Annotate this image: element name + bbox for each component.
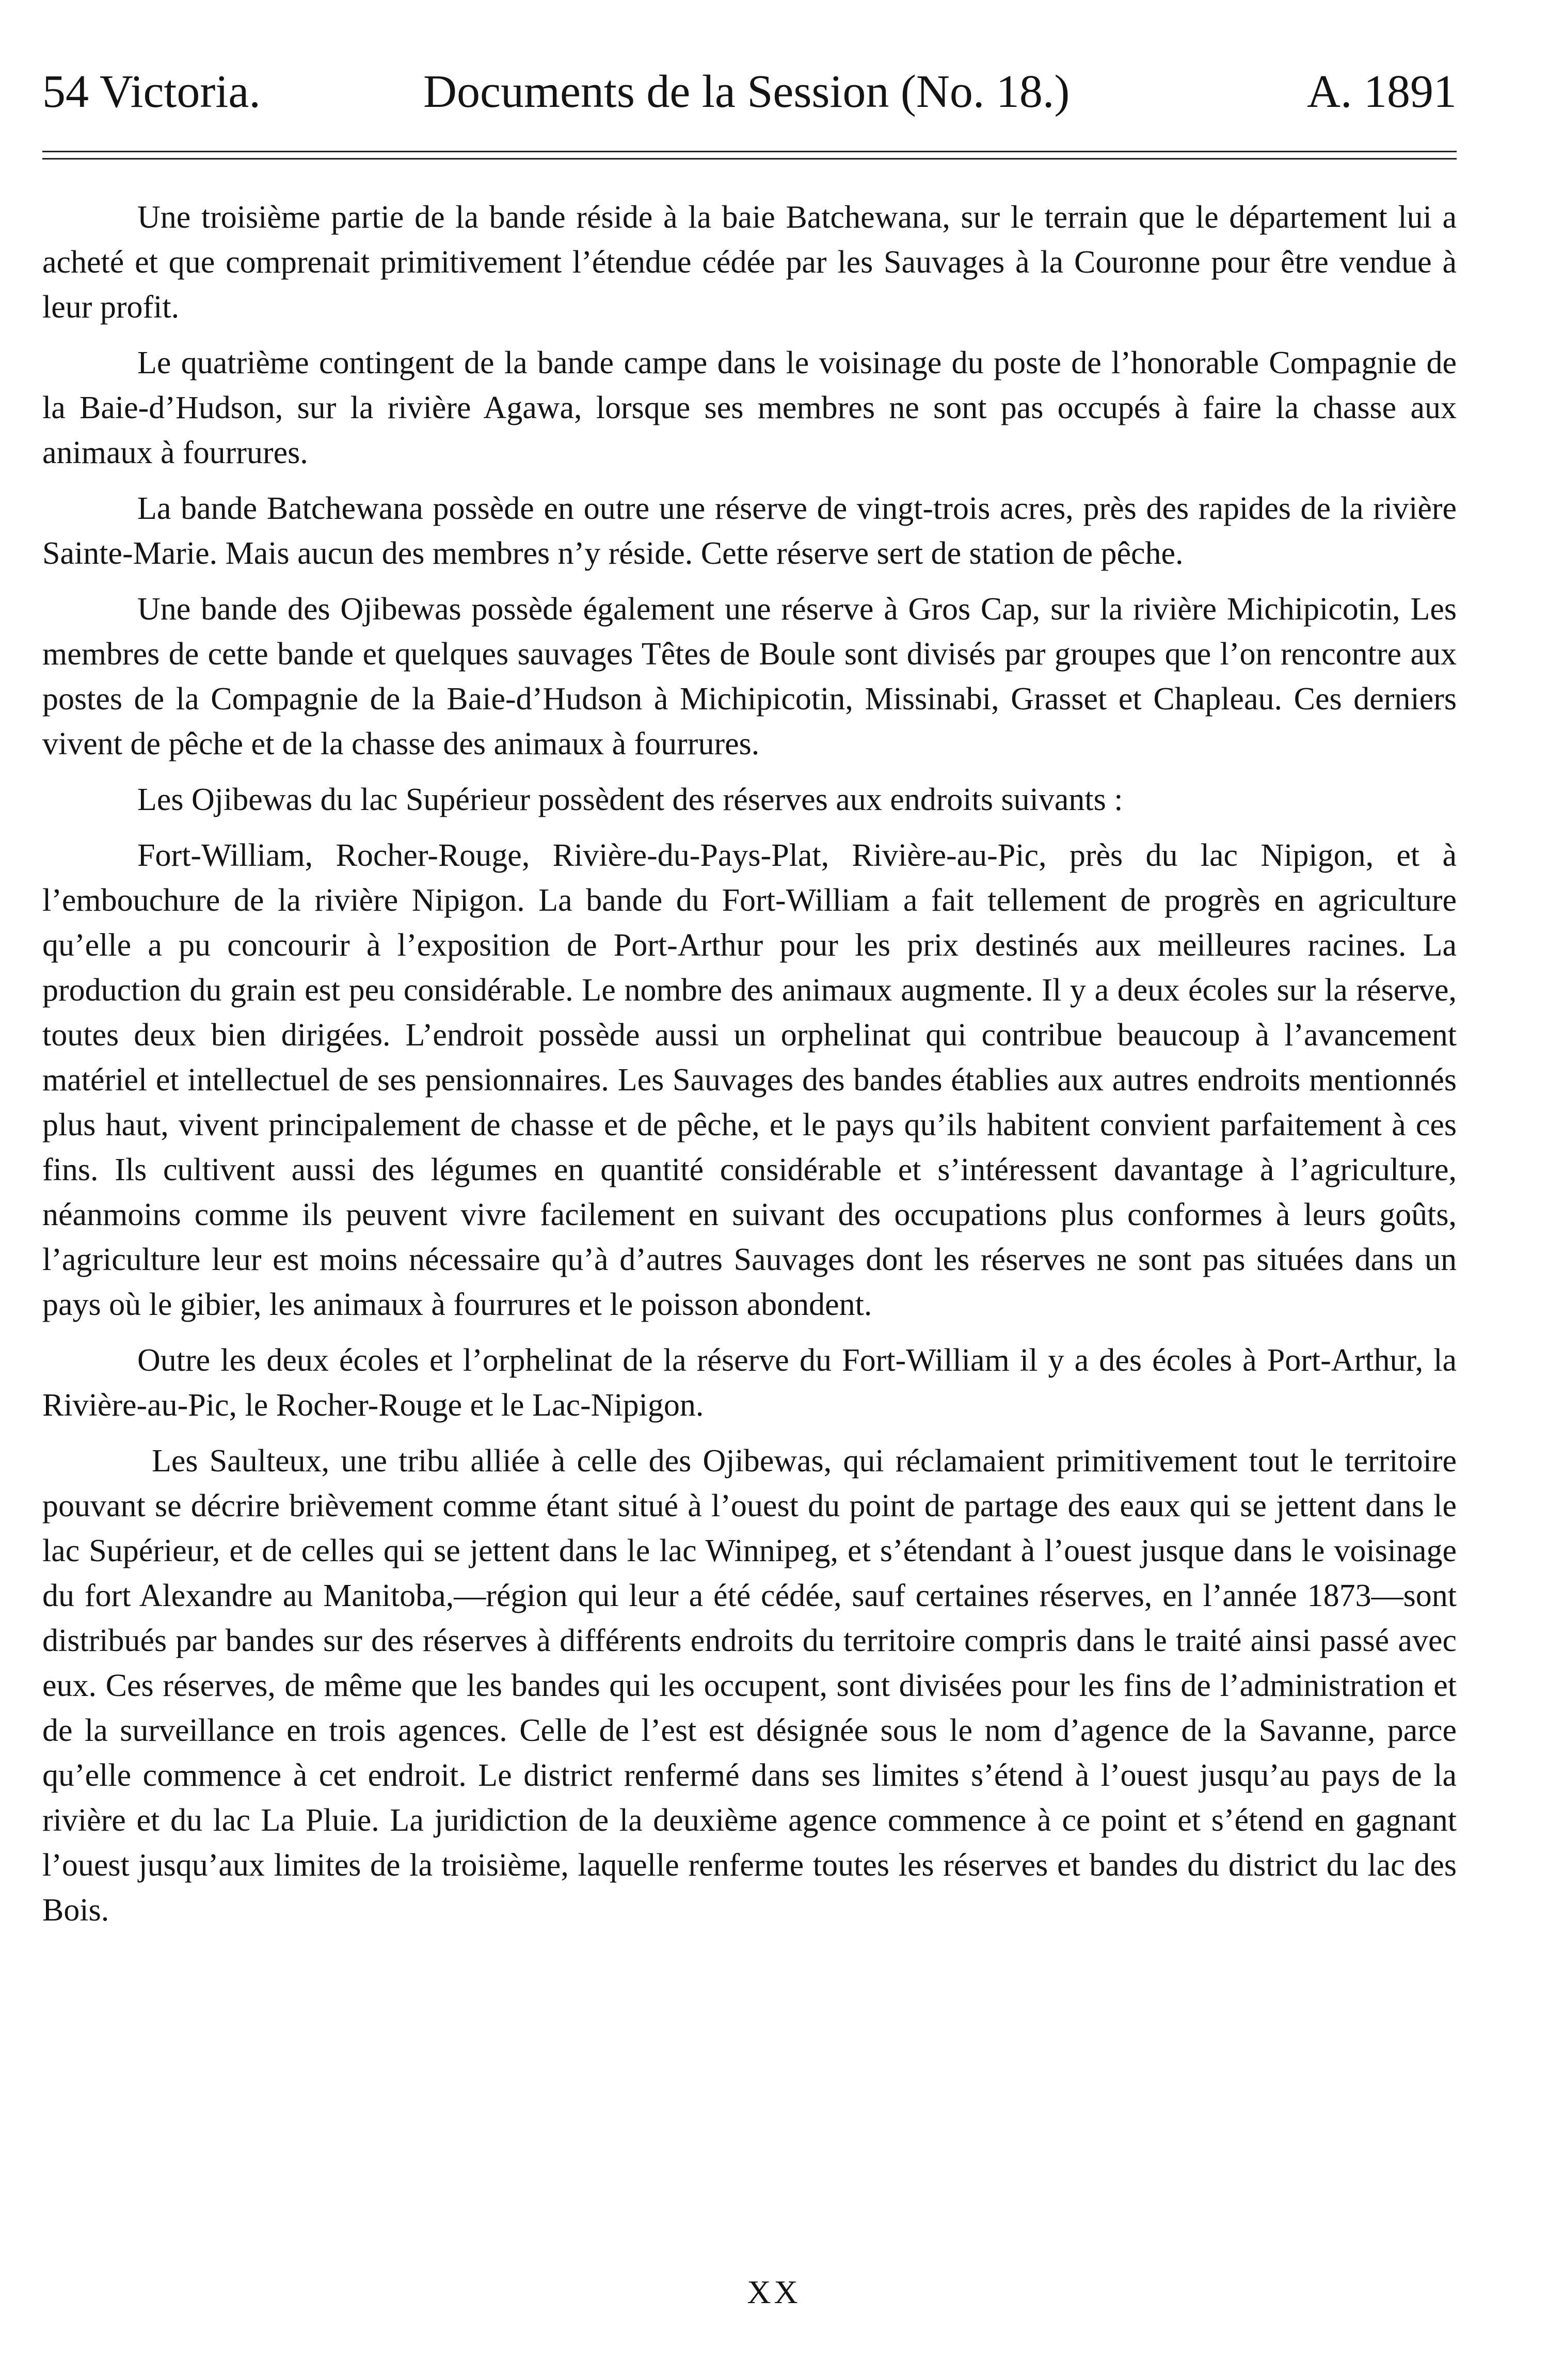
header-rule-bottom [42,158,1457,160]
paragraph-agawa-river: Le quatrième contingent de la bande campe dans le voisinage du poste de l’honorable Compagnie de la Baie-d’Hudson, sur la rivière Agawa, lorsque ses membres ne sont pas occupés à faire la chasse aux animaux à fourrures. [42,345,1457,470]
paragraph-fort-william: Fort-William, Rocher-Rouge, Rivière-du-Pays-Plat, Rivière-au-Pic, près du lac Nipigon, et à l’embouchure de la rivière Nipigon. La bande du Fort-William a fait tellement de progrès en agriculture qu’elle a pu concourir à l’exposition de Port-Arthur pour les prix destinés aux meilleures racines. La production du grain est peu considérable. Le nombre des animaux augmente. Il y a deux écoles sur la réserve, toutes deux bien dirigées. L’endroit possède aussi un orphelinat qui contribue beaucoup à l’avancement matériel et intellectuel de ses pensionnaires. Les Sauvages des bandes établies aux autres endroits mentionnés plus haut, vivent principalement de chasse et de pêche, et le pays qu’ils habitent convient parfaitement à ces fins. Ils cultivent aussi des légumes en quantité considérable et s’intéressent davantage à l’agriculture, néanmoins comme ils peuvent vivre facilement en suivant des occupations plus conformes à leurs goûts, l’agriculture leur est moins nécessaire qu’à d’autres Sauvages dont les réserves ne sont pas situées dans un pays où le gibier, les animaux à fourrures et le poisson abondent. [42,838,1457,1322]
paragraph-lake-superior-reserves: Les Ojibewas du lac Supérieur possèdent des réserves aux endroits suivants : [137,782,1123,817]
page-number: XX [747,2274,801,2310]
header-regnal-year: 54 Victoria. [42,66,261,117]
header-publication-title: Documents de la Session (No. 18.) [423,66,1070,117]
paragraph-sainte-marie-reserve: La bande Batchewana possède en outre une réserve de vingt-trois acres, près des rapides de la rivière Sainte-Marie. Mais aucun des membres n’y réside. Cette réserve sert de station de pêche. [42,491,1457,571]
paragraph-schools: Outre les deux écoles et l’orphelinat de la réserve du Fort-William il y a des écoles à Port-Arthur, la Rivière-au-Pic, le Rocher-Rouge et le Lac-Nipigon. [42,1343,1457,1423]
body-text [42,195,1457,1944]
paragraph-saulteux: Les Saulteux, une tribu alliée à celle des Ojibewas, qui réclamaient primitivement tout le territoire pouvant se décrire brièvement comme étant situé à l’ouest du point de partage des eaux qui se jettent dans le lac Supérieur, et de celles qui se jettent dans le lac Winnipeg, et s’étendant à l’ouest jusque dans le voisinage du fort Alexandre au Manitoba,—région qui leur a été cédée, sauf certaines réserves, en l’année 1873—sont distribués par bandes sur des réserves à différents endroits du territoire compris dans le traité ainsi passé avec eux. Ces réserves, de même que les bandes qui les occupent, sont divisées pour les fins de l’administration et de la surveillance en trois agences. Celle de l’est est désignée sous le nom d’agence de la Savanne, parce qu’elle commence à cet endroit. Le district renfermé dans ses limites s’étend à l’ouest jusqu’au pays de la rivière et du lac La Pluie. La juridiction de la deuxième agence commence à ce point et s’étend en gagnant l’ouest jusqu’aux limites de la troisième, laquelle renferme toutes les réserves et bandes du district du lac des Bois. [42,1443,1457,1928]
running-header [42,61,1457,128]
paragraph-batchewana-bay: Une troisième partie de la bande réside à la baie Batchewana, sur le terrain que le département lui a acheté et que comprenait primitivement l’étendue cédée par les Sauvages à la Couronne pour être vendue à leur profit. [42,200,1457,325]
header-rule-top [42,151,1457,152]
paragraph-gros-cap: Une bande des Ojibewas possède également une réserve à Gros Cap, sur la rivière Michipicotin, Les membres de cette bande et quelques sauvages Têtes de Boule sont divisés par groupes que l’on rencontre aux postes de la Compagnie de la Baie-d’Hudson à Michipicotin, Missinabi, Grasset et Chapleau. Ces derniers vivent de pêche et de la chasse des animaux à fourrures. [42,592,1457,761]
header-year: A. 1891 [1307,66,1457,117]
